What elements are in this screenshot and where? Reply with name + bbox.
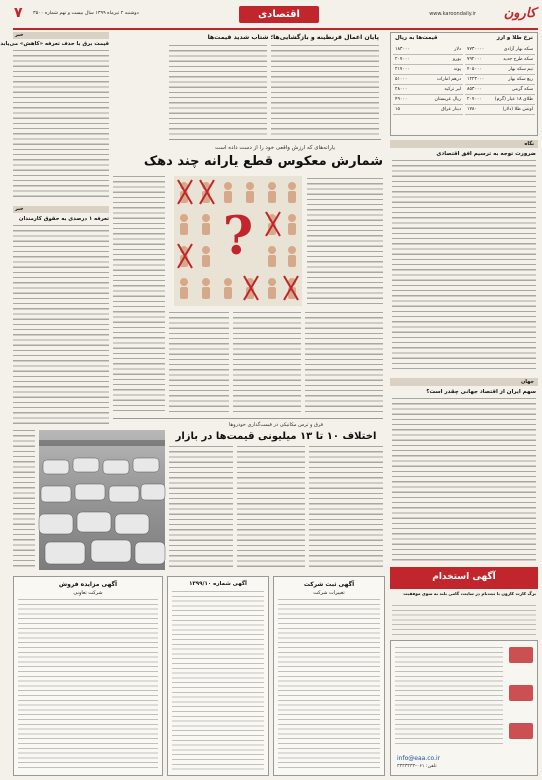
body-text-negah — [392, 160, 536, 370]
market-row-value: ۴۰۵۰۰۰ — [465, 65, 488, 75]
market-row — [393, 45, 463, 55]
main-article-lead — [307, 178, 383, 306]
market-row — [393, 65, 463, 75]
section-bar-left-1 — [13, 32, 109, 39]
market-row-value: ۲۰۷۰۰۰ — [393, 55, 420, 65]
section-label-negah: نگاه — [524, 141, 534, 147]
market-row — [465, 95, 535, 105]
market-row-label: ریال عربستان — [420, 95, 463, 105]
car-article-col-2 — [237, 446, 305, 568]
car-article-col-1 — [309, 446, 383, 568]
market-row-label: ربع سکه بهار — [488, 75, 535, 85]
market-row — [393, 85, 463, 95]
market-row-value: ۵۱۰۰۰ — [393, 75, 420, 85]
market-row-label: سکه بهار آزادی — [488, 45, 535, 55]
ad-logo-2 — [509, 685, 533, 701]
market-row-value: ۱۲۲۳۰۰۰ — [465, 75, 488, 85]
market-table-left — [393, 45, 463, 115]
body-text-left-1 — [13, 50, 109, 200]
ad-box-2 — [167, 576, 269, 776]
ad1-sub: شرکت تعاونی — [73, 590, 103, 596]
market-row — [465, 45, 535, 55]
market-row-label: پوند — [420, 65, 463, 75]
top-article-body-1 — [271, 45, 379, 135]
market-row-label: نیم سکه بهار — [488, 65, 535, 75]
ad2-body — [172, 591, 264, 771]
market-header-coin: قیمت‌ها به ریال — [395, 35, 438, 41]
market-row-label: دینار عراق — [420, 105, 463, 115]
masthead-rule — [13, 28, 538, 30]
ad3-title: آگهی ثبت شرکت — [303, 581, 355, 588]
market-row-label: طلای ۱۸ عیار (گرم) — [488, 95, 535, 105]
section-bar-negah — [390, 140, 538, 148]
headline-left-2[interactable]: تعرفه ۱ درصدی به حقوق کارمندان — [18, 216, 109, 222]
market-box — [390, 32, 538, 136]
market-row-label: دلار — [420, 45, 463, 55]
ad1-title: آگهی مزایده فروش — [58, 581, 118, 588]
market-row — [393, 95, 463, 105]
market-row-value: ۲۱۷۰۰۰ — [393, 65, 420, 75]
divider-main — [169, 139, 381, 140]
headline-negah[interactable]: ضرورت توجه به ترسیم افق اقتصادی — [436, 151, 536, 157]
market-row-value: ۷۷۳۰۰۰۰ — [465, 45, 488, 55]
market-row — [393, 105, 463, 115]
ad3-body — [278, 599, 380, 771]
promo-banner — [390, 567, 538, 589]
market-row — [465, 55, 535, 65]
market-row-label: لیر ترکیه — [420, 85, 463, 95]
section-label-jahan: جهان — [520, 379, 534, 385]
ad-logo-3 — [509, 723, 533, 739]
classified-ad-box — [390, 640, 538, 776]
market-row-label: یورو — [420, 55, 463, 65]
section-bar-left-2 — [13, 206, 109, 213]
body-text-left-3 — [13, 430, 35, 570]
car-article-kicker: فرق و ترس مکانیکی در قیمت‌گذاری خودروها — [229, 422, 323, 428]
market-row-value: ۴۹۰۰۰ — [393, 95, 420, 105]
ad-logo-1 — [509, 647, 533, 663]
page-number: ۷ — [14, 5, 23, 21]
top-article-headline[interactable]: پایان اعمال قرنطینه و بازگشایی‌ها؛ شتاب شدید قیمت‌ها — [207, 34, 379, 41]
market-row-value: ۲۸۰۰۰ — [393, 85, 420, 95]
contact-tel: تلفن: ۰۶۱-۳۳۳۳۳۳۳ — [397, 764, 437, 769]
market-header-gold: نرخ طلا و ارز — [496, 35, 533, 41]
main-article-col-3 — [169, 312, 229, 412]
section-banner: اقتصادی — [239, 6, 319, 23]
car-lot-photo — [39, 430, 165, 570]
main-article-col-1 — [305, 312, 383, 412]
divider-car — [113, 418, 383, 419]
promo-body — [392, 605, 536, 635]
cars-image — [39, 430, 165, 570]
market-row-value: ۸۵۳۰۰۰ — [465, 85, 488, 95]
mid-column-text — [113, 176, 165, 412]
market-table-right — [465, 45, 535, 115]
contact-email[interactable]: info@eaa.co.ir — [397, 755, 441, 762]
section-label-left-1: خبر — [15, 33, 24, 38]
subsidy-illustration — [174, 176, 302, 306]
logo: کارون — [503, 6, 536, 21]
market-row — [465, 65, 535, 75]
market-row-label: سکه گرمی — [488, 85, 535, 95]
market-row-value: ۱۷۸۰ — [465, 105, 488, 115]
ad-text-lines — [395, 647, 503, 747]
main-article-kicker: یارانه‌های که ارزش واقعی خود را از دست داده است — [214, 145, 336, 151]
market-row — [393, 55, 463, 65]
ad-box-3 — [273, 576, 385, 776]
ad-box-1 — [13, 576, 163, 776]
market-row-label: سکه طرح جدید — [488, 55, 535, 65]
market-row-value: ۱۸۳۰۰۰ — [393, 45, 420, 55]
market-row-value: ۲۰۷۰۰۰ — [465, 95, 488, 105]
market-row-value: ۱۵ — [393, 105, 420, 115]
market-row — [465, 85, 535, 95]
body-text-jahan — [392, 398, 536, 563]
market-row-label: درهم امارات — [420, 75, 463, 85]
ad2-title: آگهی شماره ۱۳۹۹/۱۰ — [189, 581, 247, 587]
section-bar-jahan — [390, 378, 538, 386]
market-row — [393, 75, 463, 85]
main-article-headline[interactable]: شمارش معکوس قطع یارانه چند دهک — [143, 154, 383, 169]
car-article-headline[interactable]: اختلاف ۱۰ تا ۱۳ میلیونی قیمت‌ها در بازار — [175, 431, 377, 442]
market-row-value: ۷۹۲۰۰۰ — [465, 55, 488, 65]
website[interactable]: www.karoondaily.ir — [429, 11, 476, 17]
ad1-body — [18, 599, 158, 771]
market-row — [465, 105, 535, 115]
top-article-body-2 — [169, 45, 267, 135]
main-article-col-2 — [233, 312, 301, 412]
svg-text:?: ? — [222, 206, 254, 267]
issue-line: دوشنبه ۲ تیرماه ۱۳۹۹ سال بیست و نهم شماره ۳۵۰۰ — [33, 11, 139, 16]
car-article-col-3 — [169, 446, 233, 568]
promo-text: برگ کارت کارون با ثبت‌نام در سایت، گامی بلند به سوی موفقیت — [403, 591, 536, 596]
promo-title: آگهی استخدام — [432, 572, 496, 582]
section-label-left-2: خبر — [15, 207, 24, 212]
people-crossed-icon — [174, 176, 302, 306]
headline-jahan[interactable]: سهم ایران از اقتصاد جهانی چقدر است؟ — [426, 389, 536, 395]
headline-left-1[interactable]: قیمت برق با حذف تعرفه «کاهش» می‌یابد — [0, 41, 109, 47]
ad3-sub: تغییرات شرکت — [313, 590, 345, 596]
market-row — [465, 75, 535, 85]
market-row-label: اونس طلا (دلار) — [488, 105, 535, 115]
body-text-left-2 — [13, 225, 109, 425]
